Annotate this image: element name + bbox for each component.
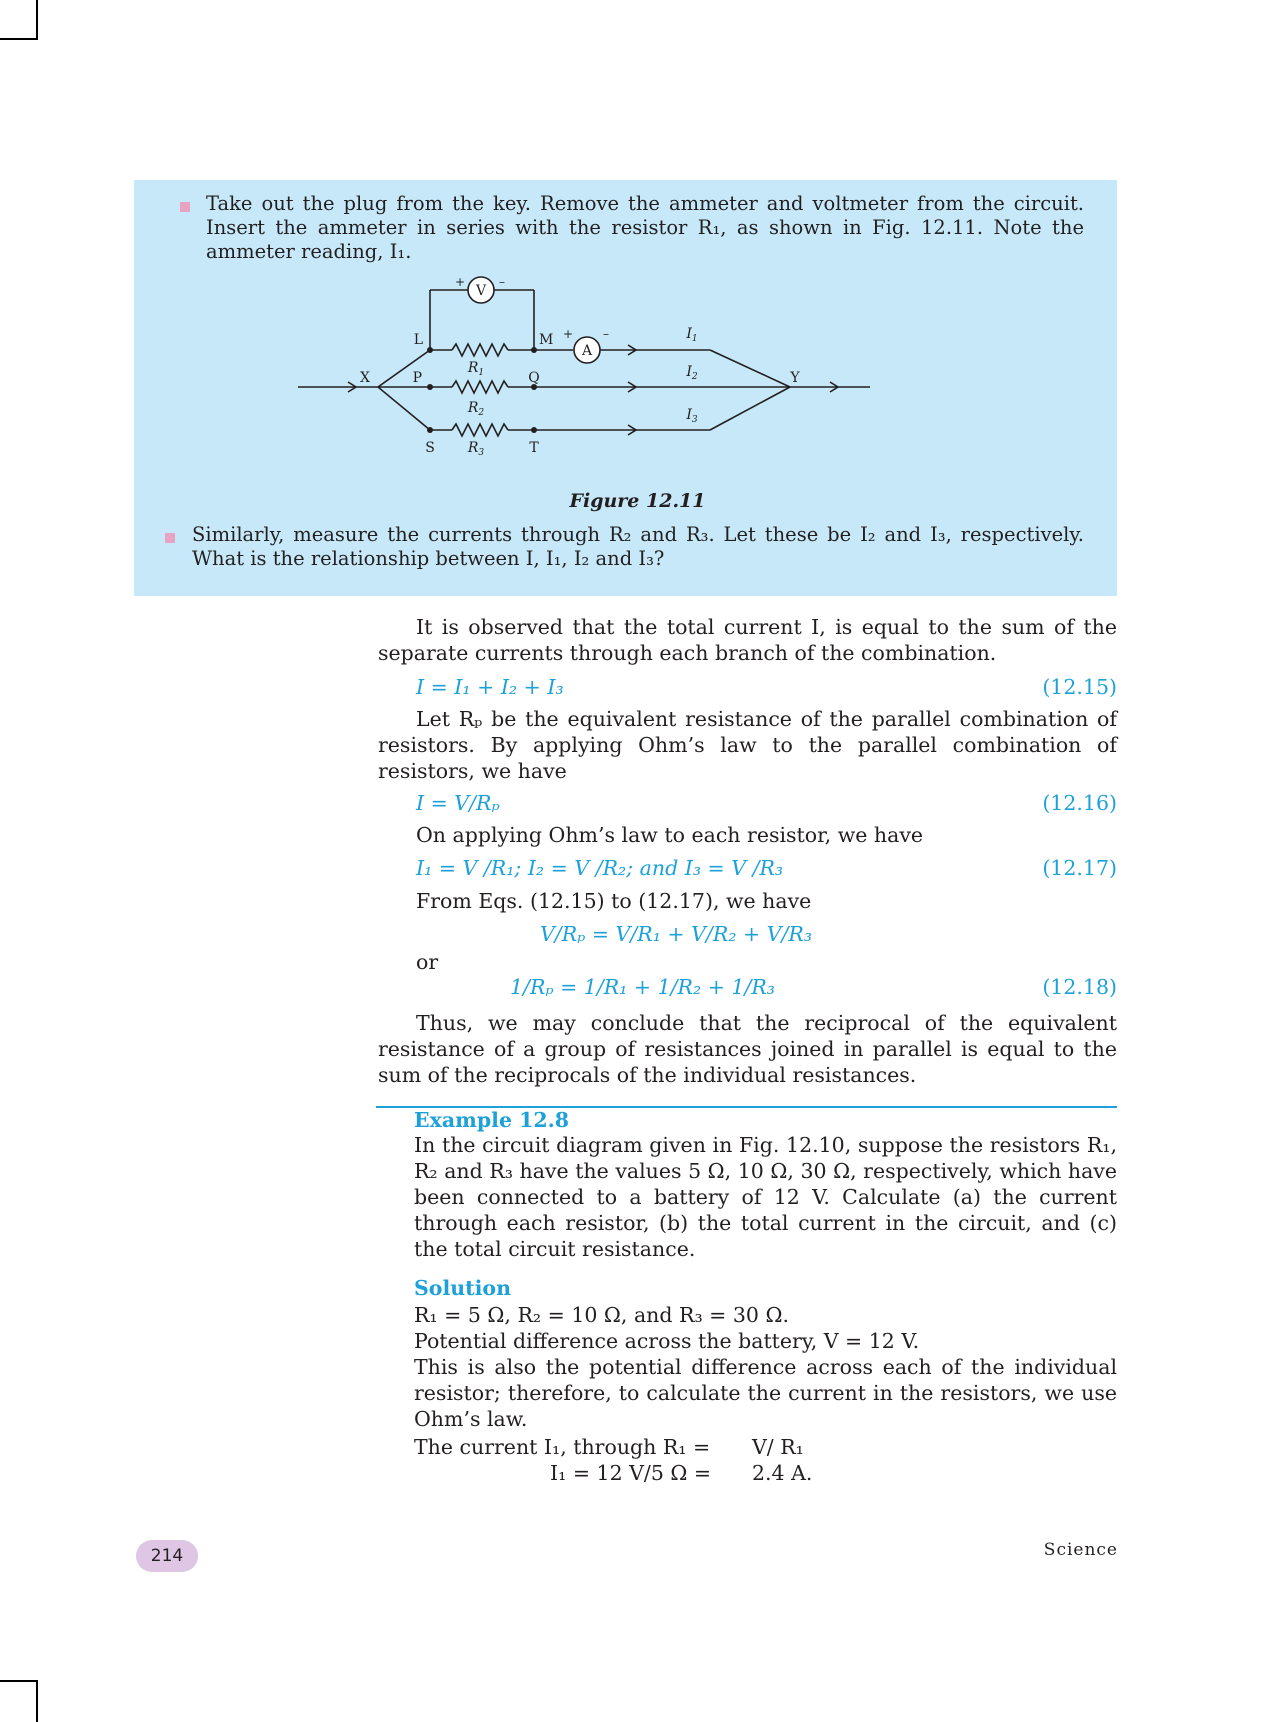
equation-combined: V/Rₚ = V/R₁ + V/R₂ + V/R₃ <box>540 922 813 946</box>
label-l: L <box>413 332 423 348</box>
wire-y-bottom <box>710 387 790 430</box>
ammeter-minus: – <box>603 327 609 341</box>
paragraph-equivalent-resistance: Let Rₚ be the equivalent resistance of the parallel combination of resistors. By applying Ohm’s law to the parallel combination of resistors, we have <box>378 707 1117 783</box>
activity-step-2: Similarly, measure the currents through R₂ and R₃. Let these be I₂ and I₃, respectively. What is the relationship between I, I₁, I₂ and I₃? <box>192 523 1084 570</box>
crop-mark-top-left <box>0 0 38 40</box>
label-s: S <box>425 440 435 456</box>
current-formula-left: The current I₁, through R₁ = <box>414 1435 711 1459</box>
equation-number-12-16: (12.16) <box>1042 791 1117 815</box>
equation-number-12-17: (12.17) <box>1042 856 1117 880</box>
junction-l <box>427 347 433 353</box>
resistor-r2 <box>452 381 508 393</box>
example-title: Example 12.8 <box>414 1108 570 1132</box>
figure-caption: Figure 12.11 <box>569 490 706 512</box>
solution-explanation: This is also the potential difference across each of the individual resistor; therefore, to calculate the current in the resistors, we use Ohm’s law. <box>414 1355 1117 1431</box>
junction-m <box>531 347 537 353</box>
label-r3: $R_3$ <box>467 440 485 458</box>
equation-12-16: I = V/Rₚ <box>416 791 500 815</box>
wire-x-top <box>378 350 430 387</box>
resistor-r3 <box>452 424 508 436</box>
current-calc-right: 2.4 A. <box>752 1461 813 1485</box>
label-y: Y <box>790 370 800 386</box>
ammeter-plus: + <box>562 327 574 341</box>
ammeter-label: A <box>581 343 593 359</box>
voltmeter-minus: – <box>499 275 505 289</box>
bullet-icon <box>165 533 175 543</box>
voltmeter-plus: + <box>454 275 466 289</box>
label-t: T <box>529 440 539 456</box>
equation-12-15: I = I₁ + I₂ + I₃ <box>416 675 564 699</box>
wire-y-top <box>710 350 790 387</box>
paragraph-conclusion: Thus, we may conclude that the reciprocal of the equivalent resistance of a group of resistances joined in parallel is equal to the sum of the reciprocals of the individual resistances. <box>378 1011 1117 1087</box>
crop-mark-bottom-left <box>0 1680 38 1722</box>
bullet-icon <box>180 202 190 212</box>
junction-t <box>531 427 537 433</box>
equation-12-17: I₁ = V /R₁; I₂ = V /R₂; and I₃ = V /R₃ <box>416 856 784 880</box>
label-i2: $I_2$ <box>686 364 698 382</box>
activity-step-1: Take out the plug from the key. Remove the ammeter and voltmeter from the circuit. Insert the ammeter in series with the resistor R₁, as shown in Fig. 12.11. Note the ammeter reading, I₁. <box>206 192 1084 263</box>
label-p: P <box>412 370 422 386</box>
solution-voltage: Potential difference across the battery, V = 12 V. <box>414 1329 920 1353</box>
voltmeter-label: V <box>475 283 487 299</box>
wire-x-bottom <box>378 387 430 430</box>
equation-number-12-15: (12.15) <box>1042 675 1117 699</box>
solution-title: Solution <box>414 1276 512 1300</box>
paragraph-observation: It is observed that the total current I, is equal to the sum of the separate currents through each branch of the combination. <box>378 615 1117 665</box>
equation-12-18: 1/Rₚ = 1/R₁ + 1/R₂ + 1/R₃ <box>510 975 776 999</box>
running-footer: Science <box>1043 1540 1118 1560</box>
label-q: Q <box>528 370 540 386</box>
label-r2: $R_2$ <box>467 400 485 418</box>
label-r1: $R_1$ <box>467 360 485 378</box>
label-i3: $I_3$ <box>686 407 698 425</box>
equation-number-12-18: (12.18) <box>1042 975 1117 999</box>
label-m: M <box>539 332 554 348</box>
current-formula-right: V/ R₁ <box>752 1435 804 1459</box>
page-number: 214 <box>136 1540 198 1572</box>
example-question: In the circuit diagram given in Fig. 12.10, suppose the resistors R₁, R₂ and R₃ have the values 5 Ω, 10 Ω, 30 Ω, respectively, which have been connected to a battery of 12 V. Calculate (a) the current through each resistor, (b) the total current in the circuit, and (c) the total circuit resistance. <box>414 1133 1117 1261</box>
word-or: or <box>416 950 439 974</box>
solution-values: R₁ = 5 Ω, R₂ = 10 Ω, and R₃ = 30 Ω. <box>414 1303 789 1327</box>
label-i1: $I_1$ <box>686 326 698 344</box>
circuit-diagram <box>290 275 890 470</box>
label-x: X <box>360 370 370 386</box>
paragraph-ohms-law: On applying Ohm’s law to each resistor, we have <box>416 823 924 847</box>
junction-s <box>427 427 433 433</box>
junction-p <box>427 384 433 390</box>
paragraph-from-eqs: From Eqs. (12.15) to (12.17), we have <box>416 889 812 913</box>
current-calc-left: I₁ = 12 V/5 Ω = <box>550 1461 712 1485</box>
resistor-r1 <box>452 344 508 356</box>
